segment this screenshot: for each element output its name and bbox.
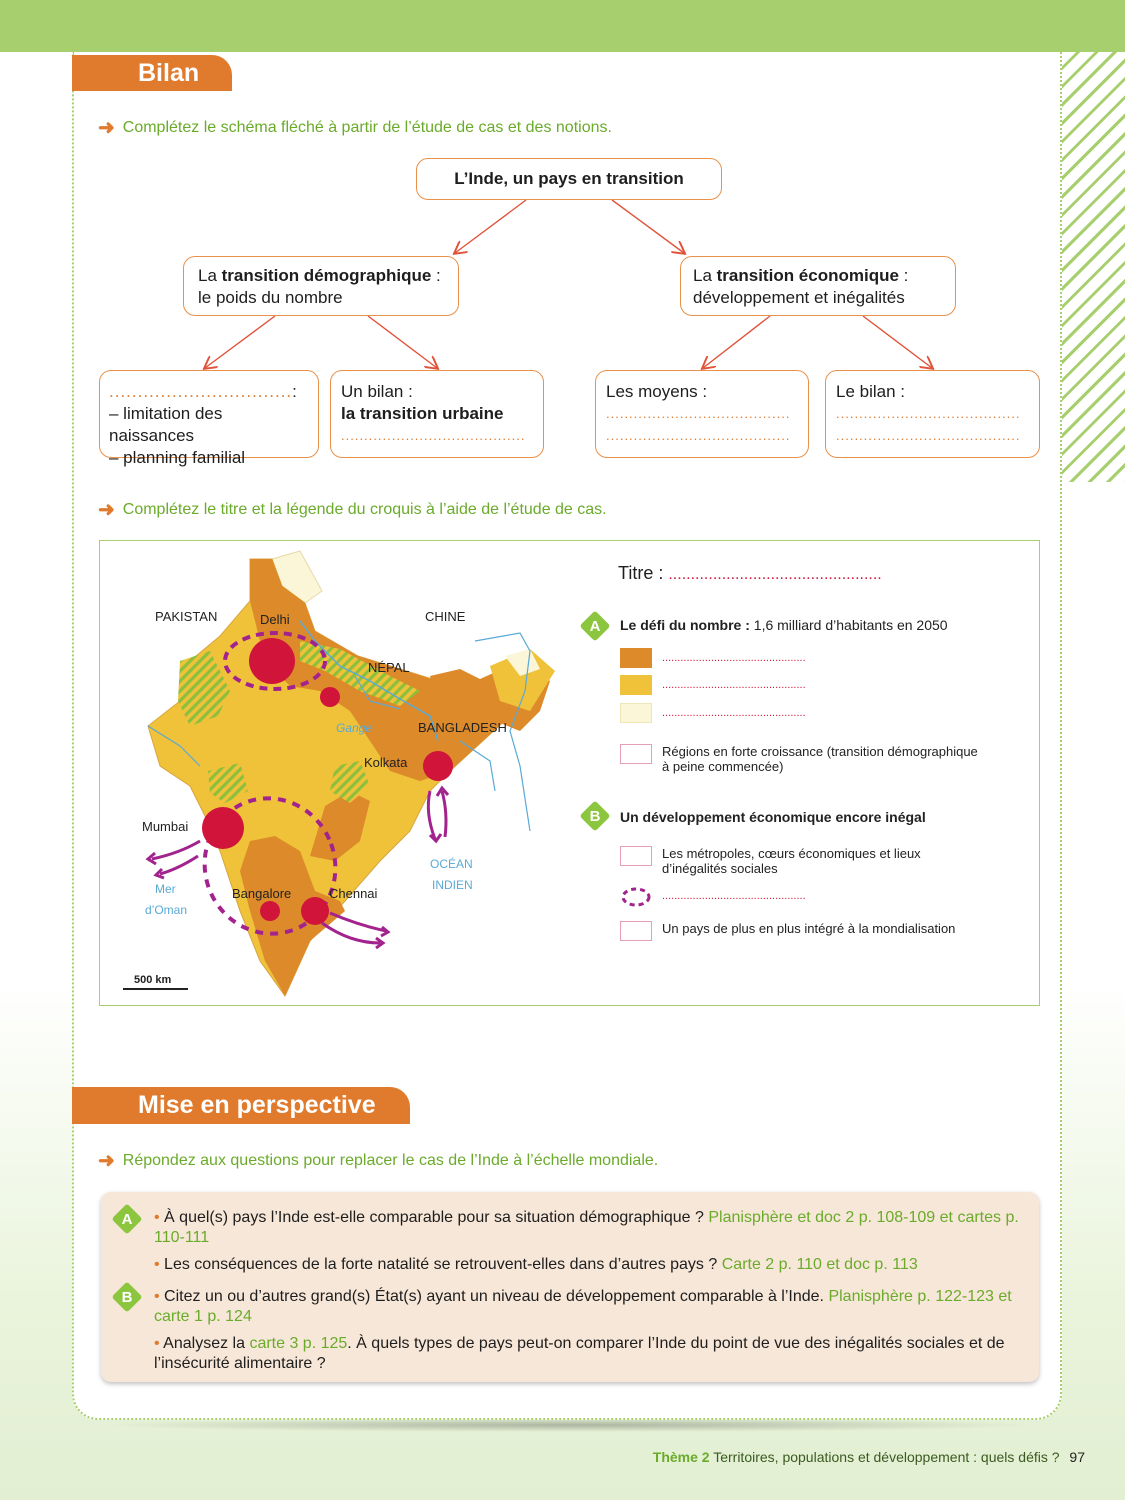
leaf2-line2: la transition urbaine: [341, 404, 504, 423]
legend-global: [620, 921, 955, 941]
legend-a-bold: Le défi du nombre :: [620, 617, 750, 633]
q1-ref[interactable]: Planisphère et doc 2 p. 108-109 et cartes p. 110-111: [154, 1209, 1019, 1246]
leaf4-blank2[interactable]: ........................................: [836, 428, 1021, 443]
question-3: • Citez un ou d’autres grand(s) État(s) ayant un niveau de développement comparable à l’Inde. Planisphère p. 122-123 et carte 1 p. 124: [154, 1288, 1012, 1325]
schema-leaf3-box: [595, 370, 809, 458]
q4-ref[interactable]: carte 3 p. 125: [249, 1335, 348, 1352]
legend-dense-blank[interactable]: ...............................................: [662, 652, 806, 664]
legend-zone-blank[interactable]: ...............................................: [662, 890, 806, 902]
legend-b-title: [620, 809, 926, 825]
q3-text: Citez un ou d’autres grand(s) État(s) ayant un niveau de développement comparable à l’Inde.: [164, 1288, 824, 1305]
arrow-icon: ➜: [98, 1150, 115, 1172]
label-bangalore: Bangalore: [232, 886, 292, 901]
legend-a-title: [620, 617, 948, 633]
leaf1-blank[interactable]: ................................: [109, 382, 293, 401]
leaf1-line2: – planning familial: [109, 448, 246, 467]
schema-root-box: [416, 158, 722, 200]
swatch-light: [620, 703, 652, 723]
q4-pre: Analysez la: [163, 1335, 250, 1352]
label-oman: d’Oman: [145, 903, 188, 917]
footer-theme: Thème 2: [652, 1449, 710, 1465]
section-title: Mise en perspective: [138, 1091, 376, 1119]
arrow-to-leaf4: [863, 316, 932, 368]
instruction-text: Répondez aux questions pour replacer le cas de l’Inde à l’échelle mondiale.: [122, 1151, 659, 1169]
label-mumbai: Mumbai: [142, 819, 189, 834]
label-bangladesh: BANGLADESH: [418, 720, 507, 735]
demo-title-b: transition démographique: [221, 266, 432, 285]
legend-a-badge: A: [580, 611, 610, 641]
label-pakistan: PAKISTAN: [155, 609, 218, 624]
leaf2-line1: Un bilan :: [341, 382, 413, 401]
question-2: • Les conséquences de la forte natalité se retrouvent-elles dans d’autres pays ? Carte 2 p. 110 et doc p. 113: [154, 1256, 918, 1273]
legend-dense: [620, 648, 806, 668]
legend-b-badge: B: [580, 801, 610, 831]
legend-light-blank[interactable]: ...............................................: [662, 707, 806, 719]
arrow-to-leaf1: [205, 316, 275, 368]
swatch-zone: [620, 886, 652, 908]
legend-metro-text: Les métropoles, cœurs économiques et lieux d’inégalités sociales: [662, 846, 921, 876]
eco-title-c: :: [898, 266, 909, 285]
demo-title-c: :: [431, 266, 441, 285]
legend-b-title-text: Un développement économique encore inégal: [620, 809, 926, 825]
q1-text: À quel(s) pays l’Inde est-elle comparable pour sa situation démographique ?: [164, 1209, 704, 1226]
swatch-metro: [620, 846, 652, 866]
leaf4-blank1[interactable]: ........................................: [836, 406, 1021, 421]
q3-ref[interactable]: Planisphère p. 122-123 et carte 1 p. 124: [154, 1288, 1012, 1325]
schema-eco-box: [680, 256, 956, 316]
instruction-questions: [98, 1148, 658, 1173]
leaf1-line1: – limitation des naissances: [109, 404, 223, 445]
schema-leaf4-box: [825, 370, 1040, 458]
arrow-icon: ➜: [98, 117, 115, 139]
arrow-to-leaf3: [703, 316, 770, 368]
question-4: • Analysez la carte 3 p. 125. À quels types de pays peut-on comparer l’Inde du point de vue des inégalités sociales et de l’insécurité alimentaire ?: [154, 1335, 1005, 1372]
page-number: 97: [1069, 1449, 1085, 1465]
map-metro-kanpur: [320, 687, 340, 707]
leaf3-title: Les moyens :: [606, 382, 708, 401]
arrow-to-demo: [455, 200, 526, 253]
legend-light: [620, 703, 806, 723]
map-metro-delhi: [249, 638, 295, 684]
legend-metro: [620, 846, 980, 876]
instruction-text: Complétez le titre et la légende du croquis à l’aide de l’étude de cas.: [122, 500, 607, 518]
map-metro-kolkata: [423, 751, 453, 781]
q2-text: Les conséquences de la forte natalité se retrouvent-elles dans d’autres pays ?: [164, 1256, 718, 1273]
label-ocean: OCÉAN: [430, 857, 473, 871]
page-footer: [653, 1449, 1085, 1465]
arrow-to-leaf2: [368, 316, 437, 368]
schema-leaf1-box: [99, 370, 319, 467]
map-metro-bangalore: [260, 901, 280, 921]
map-india-medium: [148, 559, 510, 996]
arrow-icon: ➜: [98, 499, 115, 521]
map-metro-mumbai: [202, 807, 244, 849]
legend-medium-blank[interactable]: ...............................................: [662, 679, 806, 691]
eco-sub: développement et inégalités: [693, 288, 905, 307]
eco-title-a: La: [693, 266, 717, 285]
legend-a-rest: 1,6 milliard d’habitants en 2050: [749, 617, 948, 633]
question-b-badge: B: [112, 1282, 142, 1312]
india-map: [100, 541, 570, 1003]
label-delhi: Delhi: [260, 612, 290, 627]
footer-title: Territoires, populations et développement : quels défis ?: [709, 1449, 1060, 1465]
section-title: Bilan: [138, 58, 200, 87]
schema-leaf2-box: [330, 370, 544, 458]
instruction-map: [98, 497, 607, 522]
map-title-row: [618, 563, 882, 584]
map-metro-chennai: [301, 897, 329, 925]
legend-zone: [620, 886, 806, 908]
map-title-blank[interactable]: ................................................: [668, 566, 882, 583]
leaf3-blank1[interactable]: ........................................: [606, 406, 791, 421]
schema-root-text: L’Inde, un pays en transition: [454, 169, 684, 188]
arrow-to-eco: [612, 200, 684, 253]
label-gange: Gange: [336, 721, 373, 735]
frame-shadow: [100, 1418, 1040, 1432]
legend-medium: [620, 675, 806, 695]
swatch-global: [620, 921, 652, 941]
label-scale: 500 km: [134, 974, 172, 986]
map-title-label: Titre :: [618, 563, 664, 583]
section-tab-mise: [72, 1087, 410, 1124]
leaf4-title: Le bilan :: [836, 382, 905, 401]
label-nepal: NÉPAL: [368, 660, 410, 675]
leaf1-colon: :: [292, 382, 297, 401]
demo-sub: le poids du nombre: [198, 288, 343, 307]
swatch-dense: [620, 648, 652, 668]
legend-global-text: Un pays de plus en plus intégré à la mondialisation: [662, 921, 956, 936]
q4-post: . À quels types de pays peut-on comparer l’Inde du point de vue des inégalités sociales et de l’insécurité alimentaire ?: [154, 1335, 1005, 1372]
instruction-text: Complétez le schéma fléché à partir de l’étude de cas et des notions.: [122, 118, 612, 136]
swatch-growth: [620, 744, 652, 764]
label-chine: CHINE: [425, 609, 466, 624]
question-1: • À quel(s) pays l’Inde est-elle comparable pour sa situation démographique ? Planisphère et doc 2 p. 108-109 et cartes p. 110-111: [154, 1209, 1019, 1246]
question-a-badge: A: [112, 1204, 142, 1234]
leaf2-blank[interactable]: ........................................: [341, 428, 526, 443]
label-kolkata: Kolkata: [364, 755, 408, 770]
swatch-medium: [620, 675, 652, 695]
leaf3-blank2[interactable]: ........................................: [606, 428, 791, 443]
legend-growth-text: Régions en forte croissance (transition démographique à peine commencée): [662, 744, 978, 774]
label-chennai: Chennai: [329, 886, 378, 901]
schema-demo-box: [183, 256, 459, 316]
label-mer: Mer: [155, 882, 176, 896]
label-indien: INDIEN: [432, 878, 473, 892]
demo-title-a: La: [198, 266, 222, 285]
map-panel: [99, 540, 1040, 1006]
eco-title-b: transition économique: [716, 266, 899, 285]
q2-ref[interactable]: Carte 2 p. 110 et doc p. 113: [721, 1256, 918, 1273]
legend-growth: [620, 744, 980, 774]
